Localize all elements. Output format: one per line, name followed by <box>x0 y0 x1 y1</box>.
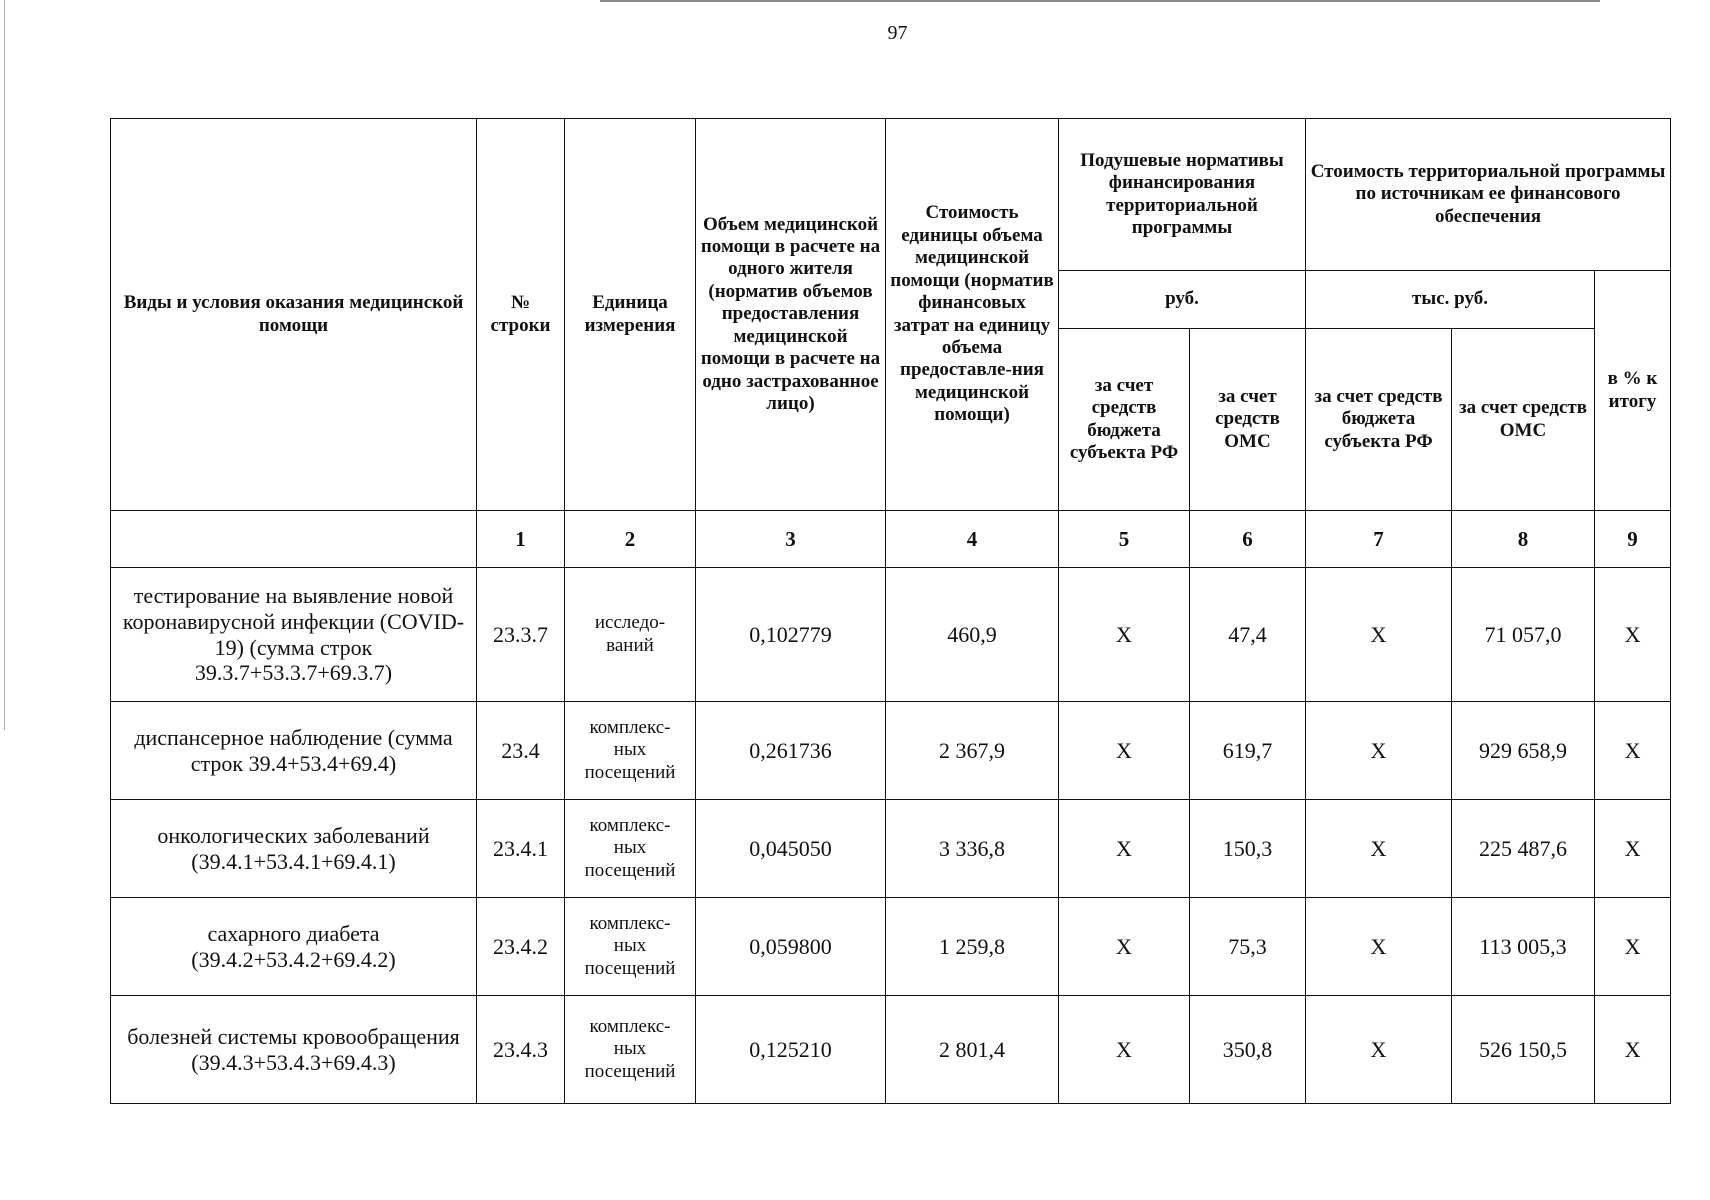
row-number: 23.4.1 <box>477 800 565 898</box>
row-unit: комплекс- ных посещений <box>565 800 696 898</box>
header-volume: Объем медицинской помощи в расчете на одного жителя (норматив объемов предоставления медицинской помощи в расчете на одно застрахованное лицо) <box>696 119 886 511</box>
row-percent: X <box>1595 800 1671 898</box>
row-percent: X <box>1595 702 1671 800</box>
column-number <box>111 511 477 568</box>
row-oms-thous: 225 487,6 <box>1452 800 1595 898</box>
header-rub: руб. <box>1059 271 1306 329</box>
row-oms-thous: 929 658,9 <box>1452 702 1595 800</box>
row-percent: X <box>1595 568 1671 702</box>
row-cost: 2 801,4 <box>886 996 1059 1104</box>
row-budget-rub: X <box>1059 800 1190 898</box>
page-number: 97 <box>887 22 908 44</box>
row-volume: 0,261736 <box>696 702 886 800</box>
row-budget-thous: X <box>1306 702 1452 800</box>
row-percent: X <box>1595 996 1671 1104</box>
row-name: тестирование на выявление новой коронавирусной инфекции (COVID-19) (сумма строк 39.3.7+53.3.7+69.3.7) <box>111 568 477 702</box>
column-number: 8 <box>1452 511 1595 568</box>
row-cost: 2 367,9 <box>886 702 1059 800</box>
financing-table <box>110 118 1671 1104</box>
header-row-no: № строки <box>477 119 565 511</box>
header-budget-rf: за счет средств бюджета субъекта РФ <box>1059 329 1190 511</box>
row-volume: 0,045050 <box>696 800 886 898</box>
header-thous-rub: тыс. руб. <box>1306 271 1595 329</box>
table-row <box>111 702 1671 800</box>
table-row <box>111 898 1671 996</box>
row-name: болезней системы кровообращения (39.4.3+53.4.3+69.4.3) <box>111 996 477 1104</box>
row-cost: 3 336,8 <box>886 800 1059 898</box>
table-row <box>111 800 1671 898</box>
column-number: 7 <box>1306 511 1452 568</box>
row-budget-thous: X <box>1306 898 1452 996</box>
row-oms-rub: 150,3 <box>1190 800 1306 898</box>
row-number: 23.4 <box>477 702 565 800</box>
scan-margin-line <box>4 0 5 730</box>
row-budget-rub: X <box>1059 898 1190 996</box>
row-budget-thous: X <box>1306 800 1452 898</box>
row-volume: 0,125210 <box>696 996 886 1104</box>
row-oms-thous: 526 150,5 <box>1452 996 1595 1104</box>
header-oms: за счет средств ОМС <box>1190 329 1306 511</box>
row-percent: X <box>1595 898 1671 996</box>
header-oms-thous: за счет средств ОМС <box>1452 329 1595 511</box>
header-per-capita: Подушевые нормативы финансирования территориальной программы <box>1059 119 1306 271</box>
table-row <box>111 996 1671 1104</box>
row-oms-rub: 350,8 <box>1190 996 1306 1104</box>
row-unit: исследо- ваний <box>565 568 696 702</box>
column-number: 5 <box>1059 511 1190 568</box>
column-number: 2 <box>565 511 696 568</box>
row-unit: комплекс- ных посещений <box>565 996 696 1104</box>
row-oms-thous: 71 057,0 <box>1452 568 1595 702</box>
row-budget-thous: X <box>1306 996 1452 1104</box>
column-number: 3 <box>696 511 886 568</box>
row-number: 23.3.7 <box>477 568 565 702</box>
row-number: 23.4.2 <box>477 898 565 996</box>
column-number: 9 <box>1595 511 1671 568</box>
row-budget-rub: X <box>1059 702 1190 800</box>
row-name: диспансерное наблюдение (сумма строк 39.4+53.4+69.4) <box>111 702 477 800</box>
row-name: онкологических заболеваний (39.4.1+53.4.1+69.4.1) <box>111 800 477 898</box>
table-row <box>111 568 1671 702</box>
row-cost: 460,9 <box>886 568 1059 702</box>
row-budget-rub: X <box>1059 996 1190 1104</box>
header-unit: Единица измерения <box>565 119 696 511</box>
row-oms-rub: 75,3 <box>1190 898 1306 996</box>
column-number: 1 <box>477 511 565 568</box>
header-budget-rf-thous: за счет средств бюджета субъекта РФ <box>1306 329 1452 511</box>
row-budget-thous: X <box>1306 568 1452 702</box>
header-cost: Стоимость единицы объема медицинской помощи (норматив финансовых затрат на единицу объема предоставле-ния медицинской помощи) <box>886 119 1059 511</box>
row-budget-rub: X <box>1059 568 1190 702</box>
header-program-cost: Стоимость территориальной программы по источникам ее финансового обеспечения <box>1306 119 1671 271</box>
column-number: 4 <box>886 511 1059 568</box>
header-percent: в % к итогу <box>1595 271 1671 511</box>
column-number: 6 <box>1190 511 1306 568</box>
row-oms-thous: 113 005,3 <box>1452 898 1595 996</box>
header-types: Виды и условия оказания медицинской помощи <box>111 119 477 511</box>
row-name: сахарного диабета (39.4.2+53.4.2+69.4.2) <box>111 898 477 996</box>
row-unit: комплекс- ных посещений <box>565 702 696 800</box>
scan-edge-line <box>600 0 1600 2</box>
row-oms-rub: 47,4 <box>1190 568 1306 702</box>
row-volume: 0,059800 <box>696 898 886 996</box>
row-unit: комплекс- ных посещений <box>565 898 696 996</box>
row-cost: 1 259,8 <box>886 898 1059 996</box>
row-number: 23.4.3 <box>477 996 565 1104</box>
row-oms-rub: 619,7 <box>1190 702 1306 800</box>
row-volume: 0,102779 <box>696 568 886 702</box>
